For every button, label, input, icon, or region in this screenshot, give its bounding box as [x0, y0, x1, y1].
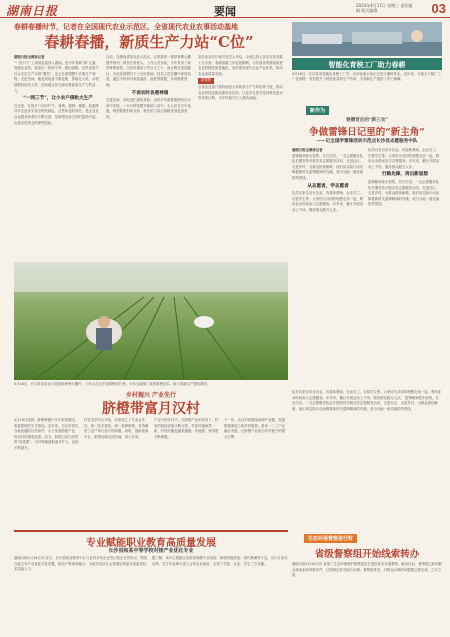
- orange-column-1: 4月16日清晨，脐橙种植户早早来到果园，查看果树的生长情况。近年来，月汉村依托当地优越的自然条件，大力发展脐橙产业，带动村民增收致富。如今，脐橙已成为村民的“致富果”，全村种植面积逐年扩大，品质不断提升。: [14, 418, 79, 450]
- lead-column-2: [106, 55, 194, 260]
- leifeng-text-cont: 队员们来自各行各业，有退休教师、企业员工、在校学生等。大家因为共同的理想走到一起，利用业余时间参与志愿服务。多年来，累计开展活动上千场，服务群众数万人次。: [292, 390, 442, 400]
- factory-banner: [292, 58, 442, 70]
- lead-text-1b: 在这里，在很多“小田块”中，育秧、插秧、施肥、收割等环节正逐步实现全程机械化。这些转变的背后，是农业社会化服务体系的不断完善，是新型经营主体的蓬勃兴起，也是农民观念的深刻变化。: [14, 103, 99, 125]
- leifeng-section-2: 行路先锋，再出新思想: [382, 172, 428, 178]
- lead-text-2b: 走进田间，到处是忙碌的身影。农机手驾驶着插秧机在水田中穿梭，一行行秧苗整齐地插入田中。无人机在空中盘旋，喷洒着肥料和农药。科技的力量让春耕变得更加高效。: [106, 98, 191, 119]
- orange-headline: 脐橙带富月汉村: [102, 401, 200, 417]
- factory-photo: [292, 22, 442, 56]
- leifeng-text-2: 队员们来自各行各业，有退休教师、企业员工、在校学生等。大家因为共同的理想走到一起，利用业余时间参与志愿服务。多年来，累计开展活动上千场，服务群众数万人次。: [292, 191, 364, 212]
- leifeng-text-2b: 队员们来自各行各业，有退休教师、企业员工、在校学生等。大家因为共同的理想走到一起，利用业余时间参与志愿服务。多年来，累计开展活动上千场，服务群众数万人次。: [368, 148, 440, 169]
- leifeng-text-1: 雷锋精神是永恒的。在长沙县，一支志愿服务队伍长期坚持开展各类志愿服务活动，走进社区、走进乡村，为群众排忧解难。他们用实际行动诠释着新时代雷锋精神的内涵，成为当地一道亮丽的风景线。: [292, 153, 364, 180]
- lead-byline: 湖南日报全媒体记者: [14, 55, 45, 59]
- leifeng-subhead: ——记全国学雷锋活动示范点长沙县志愿服务中队: [316, 139, 418, 144]
- leifeng-headline: 争做雷锋日记里的“新主角”: [309, 127, 425, 138]
- lead-column-3: [198, 55, 286, 260]
- lead-text-3: 省农业农村厅相关负责人介绍，全省已投入各类农机具数十万台套，春耕备耕工作进展顺利。今年我省将继续推进农业机械化和智能化，加快建设现代农业产业体系，推动农业高质量发展。: [198, 55, 283, 76]
- lead-subhead-1: “一网三节”，让小农户接轨大生产: [23, 96, 93, 102]
- lead-subhead-2: 不误农时各展神通: [131, 90, 169, 96]
- factory-banner-title: 智能化育秧工厂助力春耕: [328, 60, 406, 69]
- section-title: 要闻: [214, 5, 236, 18]
- seedling-photo-caption: 4月16日，长沙县某农业示范基地育秧大棚内，工作人员正在查看秧苗长势。今年当地推广新型育秧技术，助力春耕生产提质增效。: [14, 382, 211, 386]
- lead-kicker: 春耕春播时节，记者在全国现代农业示范区、全省现代农业农事活动基地: [14, 22, 238, 31]
- bottom-divider: [14, 530, 288, 532]
- leifeng-kicker: 春播背后的“新三农”: [345, 118, 389, 123]
- orange-kicker: 乡村振兴 产业先行: [125, 392, 177, 399]
- new-action-tag: 新作为: [306, 106, 329, 115]
- new-observation-tag: 新观察: [198, 78, 214, 84]
- inspection-column: 湖南日报4月16日讯 省第三生态环境保护督察组近日进驻某市开展督察。截至目前，督察组已收到群众来电来信举报多件，已按规定转交地方办理。督察组要求，对群众反映的问题要边督边改、立行立改。: [292, 562, 442, 578]
- masthead: [0, 0, 450, 18]
- leifeng-column-1: [292, 148, 364, 378]
- lead-headline: 春耕春播，新质生产力站“C位”: [44, 33, 254, 51]
- education-column-1: 湖南日报4月16日讯 近日，长沙县职业教育中心与县内多家企业签订校企合作协议，围绕当地主导产业优化专业设置，推动产教深度融合，为地方经济社会发展培养更多高素质技术技能人才。: [14, 556, 147, 572]
- issue-date: 2024年4月17日 星期三 责任编辑 版式编辑: [356, 3, 413, 13]
- leifeng-section-1: 从志愿者，学志愿者: [307, 183, 349, 189]
- factory-caption: 4月16日，长沙县某智能化育秧工厂内，自动化流水线正在进行播种作业。近年来，当地大力推广工厂化育秧，有效提升了秧苗质量和生产效率，为春耕生产提供了有力保障。: [292, 72, 441, 81]
- orange-column-3: 产业兴则乡村兴。在脐橙产业的带动下，村里的基础设施不断完善，村容村貌焕然一新，村民的腰包越来越鼓，幸福感、获得感不断增强。: [154, 418, 219, 439]
- newspaper-logo: 湖南日报: [6, 4, 59, 18]
- orange-column-2: 村党支部书记介绍，村里成立了专业合作社，统一技术指导、统一品牌销售，有效解决了农户单打独斗的问题。同时，借助电商平台，脐橙远销全国各地，供不应求。: [84, 418, 149, 439]
- leifeng-continuation: [292, 390, 442, 526]
- education-subhead: 长沙县和某中等学校对接产业优化专业: [108, 548, 194, 554]
- leifeng-text-cont2: 雷锋精神是永恒的。在长沙县，一支志愿服务队伍长期坚持开展各类志愿服务活动，走进社区、走进乡村，为群众排忧解难。他们用实际行动诠释着新时代雷锋精神的内涵，成为当地一道亮丽的风景线。: [292, 395, 439, 411]
- lead-column-1: [14, 55, 102, 260]
- leifeng-byline: 湖南日报全媒体记者: [292, 148, 323, 152]
- lead-text-1: “一茬口子”上岗高质量闯入湖南，是今年春耕“新”元素。智能化农机，装备在一块块干旱、粮田深耕。这些设备不仅让农田生产实现“增效”，也正在重塑整个农事生产流程。走进田间，能见到装备不断更新，智能无人机、水稻插秧机纷纷上阵，田间地头处处涌动着新质生产力的活力。: [14, 60, 100, 93]
- inspection-headline: 省级督察组开始线索转办: [314, 549, 420, 560]
- seedling-photo: [14, 262, 288, 380]
- education-column-2: 据了解，该中心根据企业需求调整专业结构，新增智能制造、现代物流等专业，实行订单式培养，学生毕业即可进入合作企业就业，实现了学校、企业、学生三方共赢。: [152, 556, 288, 566]
- eco-inspection-tag: 生态环保督察进行时: [304, 534, 357, 543]
- orange-column-4: 下一步，月汉村将继续延伸产业链，发展脐橙深加工和乡村旅游，推动一二三产业融合发展，让脐橙产业成为乡村振兴的强大引擎。: [224, 418, 286, 439]
- leifeng-column-2: [368, 148, 442, 378]
- lead-text-3b: 全省农业部门将持续加大对新质生产力的培育力度，推动农业科技创新成果转化应用，让更多农民享受到科技进步带来的红利，为乡村振兴注入强劲动能。: [198, 84, 283, 101]
- leifeng-text-1b: 雷锋精神是永恒的。在长沙县，一支志愿服务队伍长期坚持开展各类志愿服务活动，走进社区、走进乡村，为群众排忧解难。他们用实际行动诠释着新时代雷锋精神的内涵，成为当地一道亮丽的风景线。: [368, 179, 440, 207]
- lead-text-2: 日前，在湖南省某农业示范区，记者看到一排排育秧大棚整齐排列。秧苗长势喜人。工作人员介绍，今年采用了新型育秧基质，出苗率提高了约百分之十，而且秧苗更加健壮，为后续插秧打下了良好基础。技术人员在棚内来回巡查，通过手机即可查看温度、湿度等数据，实现精准管理。: [106, 55, 191, 87]
- education-headline: 专业赋能职业教育高质量发展: [86, 538, 216, 549]
- page-number: 03: [431, 1, 446, 16]
